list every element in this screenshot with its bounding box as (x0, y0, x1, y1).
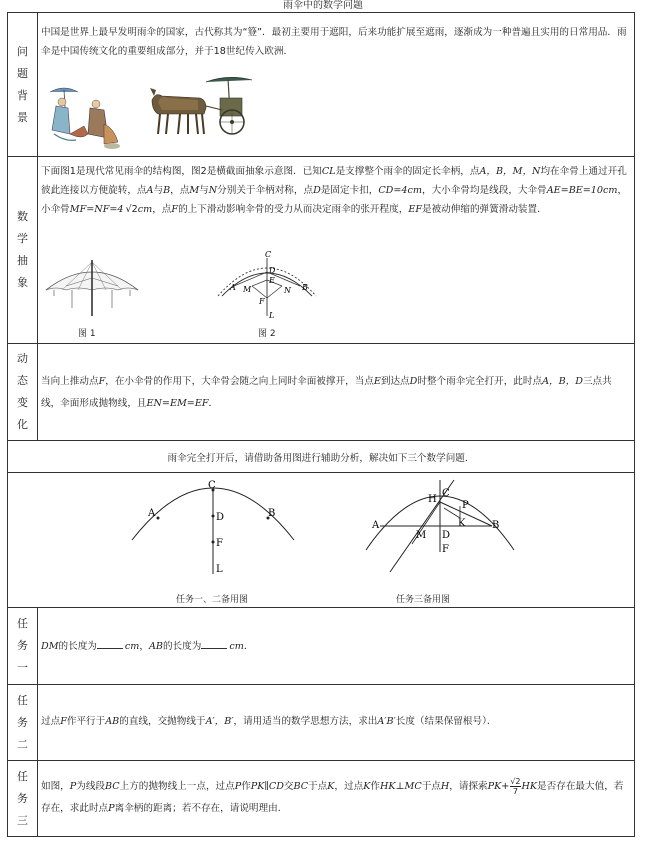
svg-text:A: A (148, 508, 156, 519)
ancient-figure-illustration (44, 84, 124, 150)
svg-text:F: F (259, 297, 265, 306)
figure-1-caption: 图 1 (78, 329, 96, 339)
task3-text: 如图，P为线段BC上方的抛物线上一点，过点P作PK∥CD交BC于点K，过点K作HK⊥MC于点H，请探索PK+ $\frac{√2}{7}$ HK是否存在最大值，若存在，求此时点P离伞柄的距离；若不存在，请说明理由． (41, 776, 624, 814)
intro-text: 雨伞完全打开后，请借助备用图进行辅助分析，解决如下三个数学问题． (167, 453, 475, 464)
svg-text:M: M (243, 285, 252, 294)
svg-text:D: D (216, 512, 225, 523)
abstraction-text: 下面图1是现代常见雨伞的结构图，图2是横截面抽象示意图．已知CL是支撑整个雨伞的固定长伞柄，点A，B，M，N均在伞骨上通过开孔彼此连接以方便旋转，点A与B，点M与N分别关于伞柄对称，点D是固定卡扣，CD=4cm，大小伞骨均是线段，大伞骨AE=BE=10cm，小伞骨MF=NF=4 √2cm，点F的上下滑动影响伞骨的受力从而决定雨伞的张开程度，EF是被动伸缩的弹簧滑动装置． (41, 166, 628, 215)
svg-text:C: C (442, 488, 450, 499)
task-one-two-figure (130, 478, 300, 578)
row-divider (7, 472, 634, 473)
svg-text:B: B (492, 520, 500, 531)
task1-text: DM的长度为 cm，AB的长度为 cm． (41, 641, 254, 652)
row-divider (7, 343, 634, 344)
row-divider (7, 607, 634, 608)
task-three-figure (362, 476, 518, 578)
row-label-background: 问 题 背 景 (17, 44, 28, 124)
dynamic-text: 当向上推动点F，在小伞骨的作用下，大伞骨会随之向上同时伞面被撑开，当点E到达点D时整个雨伞完全打开，此时点A，B，D三点共线，伞面形成抛物线，且EN=EM=EF． (41, 376, 612, 409)
svg-text:C: C (265, 250, 272, 259)
background-text: 中国是世界上最早发明雨伞的国家，古代称其为“簦”．最初主要用于遮阳，后来功能扩展至遮雨，逐渐成为一种普遍且实用的日常用品．雨伞是中国传统文化的重要组成部分，并于18世纪传入欧洲． (41, 27, 627, 57)
svg-text:B: B (268, 508, 276, 519)
task-three-caption: 任务三备用图 (396, 595, 451, 605)
answer-blank-ab[interactable] (201, 639, 227, 649)
row-label-task1: 任 务 一 (17, 617, 28, 674)
umbrella-structure-figure (42, 256, 142, 320)
bronze-chariot-illustration (148, 70, 260, 144)
svg-text:F: F (442, 544, 449, 555)
cross-section-figure (216, 246, 318, 324)
svg-text:F: F (216, 538, 223, 549)
svg-text:B: B (302, 283, 308, 292)
svg-text:H: H (428, 494, 437, 505)
svg-text:L: L (216, 564, 223, 575)
svg-text:P: P (462, 500, 469, 511)
row-label-task3: 任 务 三 (17, 770, 28, 827)
row-label-dynamic: 动 态 变 化 (17, 352, 28, 431)
task-one-two-caption: 任务一、二备用图 (176, 595, 249, 605)
svg-text:M: M (416, 530, 427, 541)
row-label-task2: 任 务 二 (17, 693, 28, 751)
row-divider (7, 760, 634, 761)
svg-text:L: L (269, 311, 275, 320)
svg-text:A: A (372, 520, 380, 531)
answer-blank-dm[interactable] (97, 639, 123, 649)
row-divider (7, 156, 634, 157)
svg-text:K: K (458, 518, 466, 529)
svg-text:C: C (208, 480, 216, 491)
figure-2-caption: 图 2 (258, 329, 276, 339)
row-divider (7, 440, 634, 441)
svg-text:E: E (269, 276, 275, 285)
page-title: 雨伞中的数学问题 (283, 0, 363, 11)
svg-text:N: N (284, 286, 291, 295)
svg-text:D: D (442, 530, 451, 541)
row-label-abstraction: 数 学 抽 象 (17, 210, 28, 289)
row-divider (7, 684, 634, 685)
svg-text:A: A (230, 283, 236, 292)
column-divider (37, 607, 38, 837)
svg-text:D: D (269, 266, 276, 275)
column-divider (37, 12, 38, 440)
task2-text: 过点F作平行于AB的直线，交抛物线于A′，B′，请用适当的数学思想方法，求出A′B′长度（结果保留根号）． (41, 716, 497, 727)
